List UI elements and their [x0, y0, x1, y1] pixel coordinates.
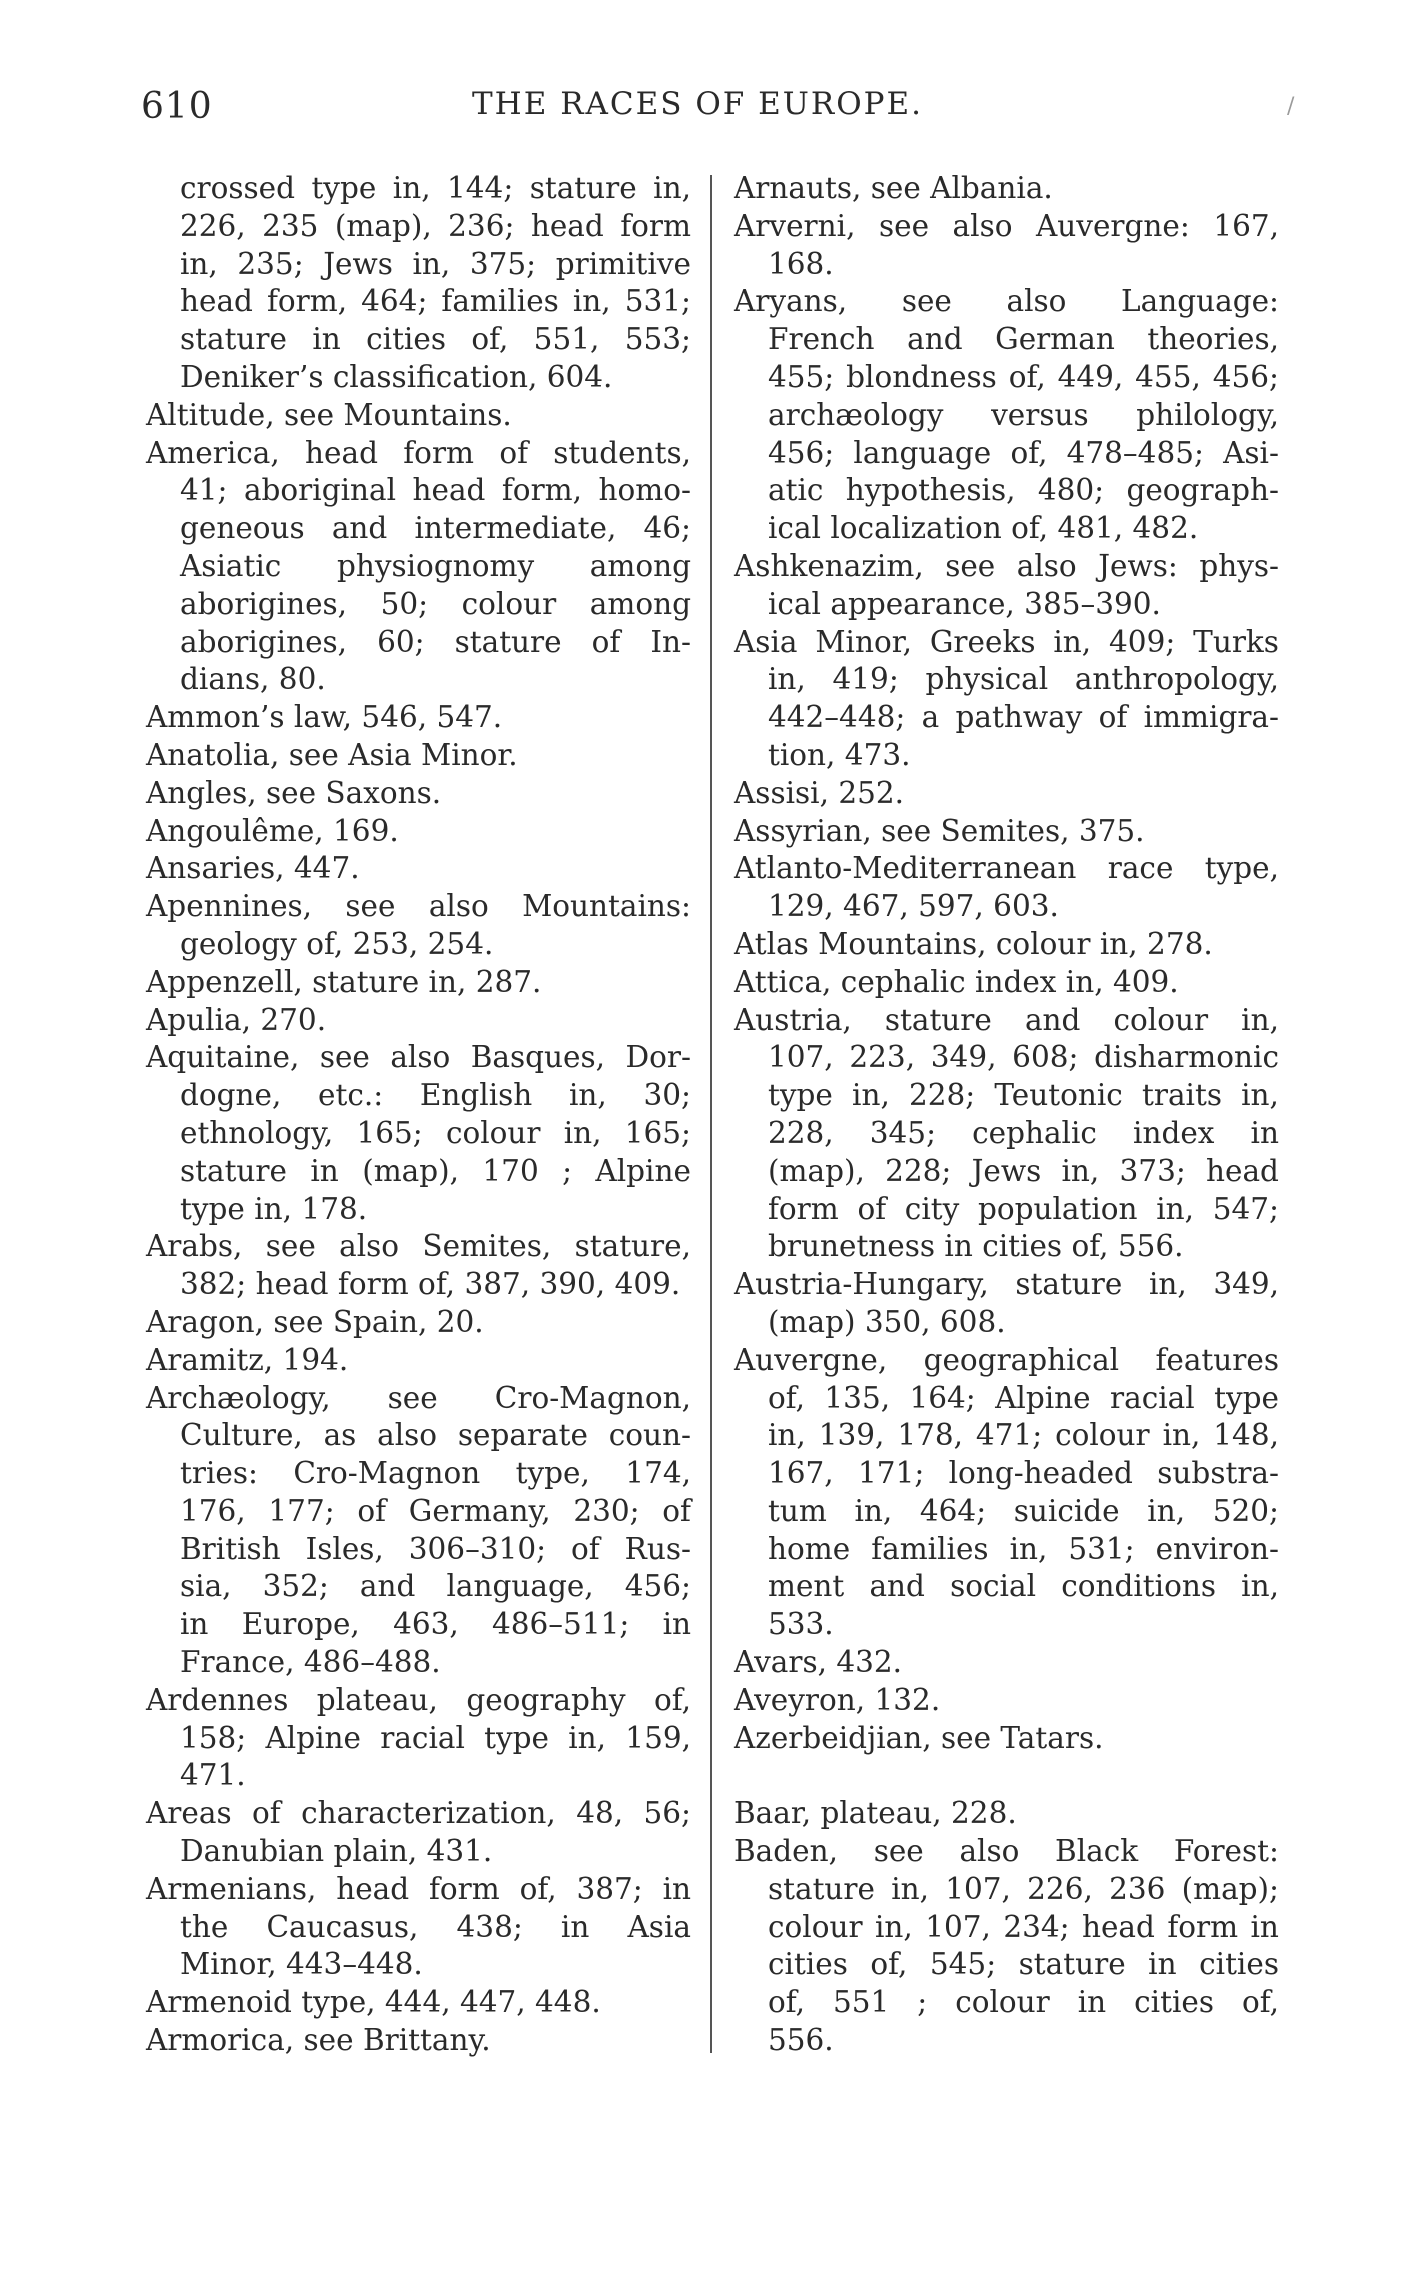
index-continuation-line: cities of, 545; stature in cities: [768, 1947, 1279, 1982]
index-continuation-line: 158; Alpine racial type in, 159,: [180, 1720, 691, 1755]
index-entry-line: Atlas Mountains, colour in, 278.: [734, 926, 1213, 961]
index-entry-line: Ansaries, 447.: [146, 851, 360, 886]
index-continuation-line: head form, 464; families in, 531;: [180, 284, 691, 319]
index-continuation-line: Minor, 443–448.: [180, 1947, 423, 1982]
index-entry-line: Arabs, see also Semites, stature,: [146, 1229, 691, 1264]
index-continuation-line: in, 419; physical anthropology,: [768, 662, 1279, 697]
index-continuation-line: archæology versus philology,: [768, 397, 1279, 432]
index-continuation-line: dians, 80.: [180, 662, 326, 697]
index-continuation-line: dogne, etc.: English in, 30;: [180, 1078, 691, 1113]
index-continuation-line: 167, 171; long-headed substra-: [768, 1456, 1279, 1491]
index-entry-line: Armorica, see Brittany.: [146, 2023, 491, 2058]
index-continuation-line: British Isles, 306–310; of Rus-: [180, 1531, 691, 1566]
index-continuation-line: sia, 352; and language, 456;: [180, 1569, 691, 1604]
index-continuation-line: colour in, 107, 234; head form in: [768, 1909, 1279, 1944]
index-continuation-line: (map) 350, 608.: [768, 1304, 1006, 1339]
index-continuation-line: 455; blondness of, 449, 455, 456;: [768, 359, 1279, 394]
index-entry-line: Baden, see also Black Forest:: [734, 1834, 1279, 1869]
page-number: 610: [141, 86, 213, 127]
index-entry-line: Areas of characterization, 48, 56;: [146, 1796, 691, 1831]
index-continuation-line: tum in, 464; suicide in, 520;: [768, 1493, 1279, 1528]
index-continuation-line: the Caucasus, 438; in Asia: [180, 1909, 691, 1944]
index-entry-line: Armenoid type, 444, 447, 448.: [146, 1985, 601, 2020]
index-continuation-line: Asiatic physiognomy among: [180, 548, 691, 583]
column-divider: [710, 175, 712, 2053]
index-entry-line: Atlanto-Mediterranean race type,: [734, 851, 1279, 886]
index-entry-line: Archæology, see Cro-Magnon,: [146, 1380, 691, 1415]
index-entry-line: Austria-Hungary, stature in, 349,: [734, 1267, 1279, 1302]
index-continuation-line: of, 551 ; colour in cities of,: [768, 1985, 1279, 2020]
index-continuation-line: 107, 223, 349, 608; disharmonic: [768, 1040, 1279, 1075]
index-entry-line: Azerbeidjian, see Tatars.: [734, 1720, 1104, 1755]
index-entry-line: Armenians, head form of, 387; in: [146, 1871, 691, 1906]
index-entry-line: Arverni, see also Auvergne: 167,: [734, 208, 1279, 243]
index-entry-line: Apennines, see also Mountains:: [146, 889, 691, 924]
index-continuation-line: 228, 345; cephalic index in: [768, 1115, 1279, 1150]
index-entry-line: Ammon’s law, 546, 547.: [146, 700, 503, 735]
index-continuation-line: of, 135, 164; Alpine racial type: [768, 1380, 1279, 1415]
index-continuation-line: type in, 178.: [180, 1191, 368, 1226]
index-continuation-line: 442–448; a pathway of immigra-: [768, 700, 1279, 735]
index-continuation-line: French and German theories,: [768, 322, 1279, 357]
index-continuation-line: Deniker’s classification, 604.: [180, 359, 613, 394]
index-entry-line: Attica, cephalic index in, 409.: [734, 964, 1179, 999]
index-continuation-line: tries: Cro-Magnon type, 174,: [180, 1456, 691, 1491]
index-continuation-line: 533.: [768, 1607, 834, 1642]
index-continuation-line: (map), 228; Jews in, 373; head: [768, 1153, 1279, 1188]
index-entry-line: Aquitaine, see also Basques, Dor-: [146, 1040, 691, 1075]
index-continuation-line: 456; language of, 478–485; Asi-: [768, 435, 1279, 470]
corner-mark: /: [1287, 94, 1295, 119]
index-entry-line: Ardennes plateau, geography of,: [146, 1682, 691, 1717]
index-continuation-line: 129, 467, 597, 603.: [768, 889, 1059, 924]
index-continuation-line: Danubian plain, 431.: [180, 1834, 493, 1869]
index-continuation-line: ical localization of, 481, 482.: [768, 511, 1199, 546]
index-entry-line: Asia Minor, Greeks in, 409; Turks: [734, 624, 1279, 659]
index-continuation-line: in, 235; Jews in, 375; primitive: [180, 246, 691, 281]
index-entry-line: Ashkenazim, see also Jews: phys-: [734, 548, 1279, 583]
index-continuation-line: in, 139, 178, 471; colour in, 148,: [768, 1418, 1279, 1453]
index-continuation-line: Culture, as also separate coun-: [180, 1418, 691, 1453]
index-continuation-line: ment and social conditions in,: [768, 1569, 1279, 1604]
index-continuation-line: tion, 473.: [768, 737, 911, 772]
index-continuation-line: crossed type in, 144; stature in,: [180, 171, 691, 205]
index-continuation-line: 471.: [180, 1758, 246, 1793]
index-continuation-line: aborigines, 60; stature of In-: [180, 624, 691, 659]
index-continuation-line: 556.: [768, 2023, 834, 2058]
index-entry-line: Austria, stature and colour in,: [734, 1002, 1279, 1037]
blank-line: [734, 1757, 1279, 1795]
index-entry-line: Anatolia, see Asia Minor.: [146, 737, 518, 772]
index-continuation-line: form of city population in, 547;: [768, 1191, 1279, 1226]
index-continuation-line: stature in cities of, 551, 553;: [180, 322, 691, 357]
index-continuation-line: ical appearance, 385–390.: [768, 586, 1161, 621]
index-entry-line: America, head form of students,: [146, 435, 691, 470]
index-entry-line: Aramitz, 194.: [146, 1342, 349, 1377]
index-continuation-line: type in, 228; Teutonic traits in,: [768, 1078, 1279, 1113]
index-entry-line: Assyrian, see Semites, 375.: [734, 813, 1145, 848]
index-continuation-line: atic hypothesis, 480; geograph-: [768, 473, 1279, 508]
index-continuation-line: geology of, 253, 254.: [180, 926, 494, 961]
index-entry-line: Apulia, 270.: [146, 1002, 327, 1037]
index-entry-line: Auvergne, geographical features: [734, 1342, 1279, 1377]
index-continuation-line: geneous and intermediate, 46;: [180, 511, 691, 546]
index-entry-line: Aryans, see also Language:: [734, 284, 1279, 319]
index-continuation-line: ethnology, 165; colour in, 165;: [180, 1115, 691, 1150]
index-continuation-line: 226, 235 (map), 236; head form: [180, 208, 691, 243]
running-title: THE RACES OF EUROPE.: [472, 86, 923, 122]
index-continuation-line: 176, 177; of Germany, 230; of: [180, 1493, 691, 1528]
index-entry-line: Altitude, see Mountains.: [146, 397, 512, 432]
index-continuation-line: 168.: [768, 246, 834, 281]
index-left-column: [146, 170, 691, 2060]
index-entry-line: Aveyron, 132.: [734, 1682, 941, 1717]
index-entry-line: Avars, 432.: [734, 1645, 903, 1680]
index-entry-line: Angles, see Saxons.: [146, 775, 442, 810]
index-continuation-line: stature in (map), 170 ; Alpine: [180, 1153, 691, 1188]
index-continuation-line: France, 486–488.: [180, 1645, 441, 1680]
index-continuation-line: brunetness in cities of, 556.: [768, 1229, 1184, 1264]
index-entry-line: Arnauts, see Albania.: [734, 171, 1053, 205]
index-entry-line: Angoulême, 169.: [146, 813, 399, 848]
index-entry-line: Aragon, see Spain, 20.: [146, 1304, 484, 1339]
index-continuation-line: home families in, 531; environ-: [768, 1531, 1279, 1566]
index-right-column: [734, 170, 1279, 2060]
index-continuation-line: in Europe, 463, 486–511; in: [180, 1607, 691, 1642]
index-continuation-line: aborigines, 50; colour among: [180, 586, 691, 621]
index-entry-line: Appenzell, stature in, 287.: [146, 964, 542, 999]
index-continuation-line: 382; head form of, 387, 390, 409.: [180, 1267, 681, 1302]
index-entry-line: Baar, plateau, 228.: [734, 1796, 1017, 1831]
index-continuation-line: stature in, 107, 226, 236 (map);: [768, 1871, 1279, 1906]
index-continuation-line: 41; aboriginal head form, homo-: [180, 473, 691, 508]
index-entry-line: Assisi, 252.: [734, 775, 905, 810]
